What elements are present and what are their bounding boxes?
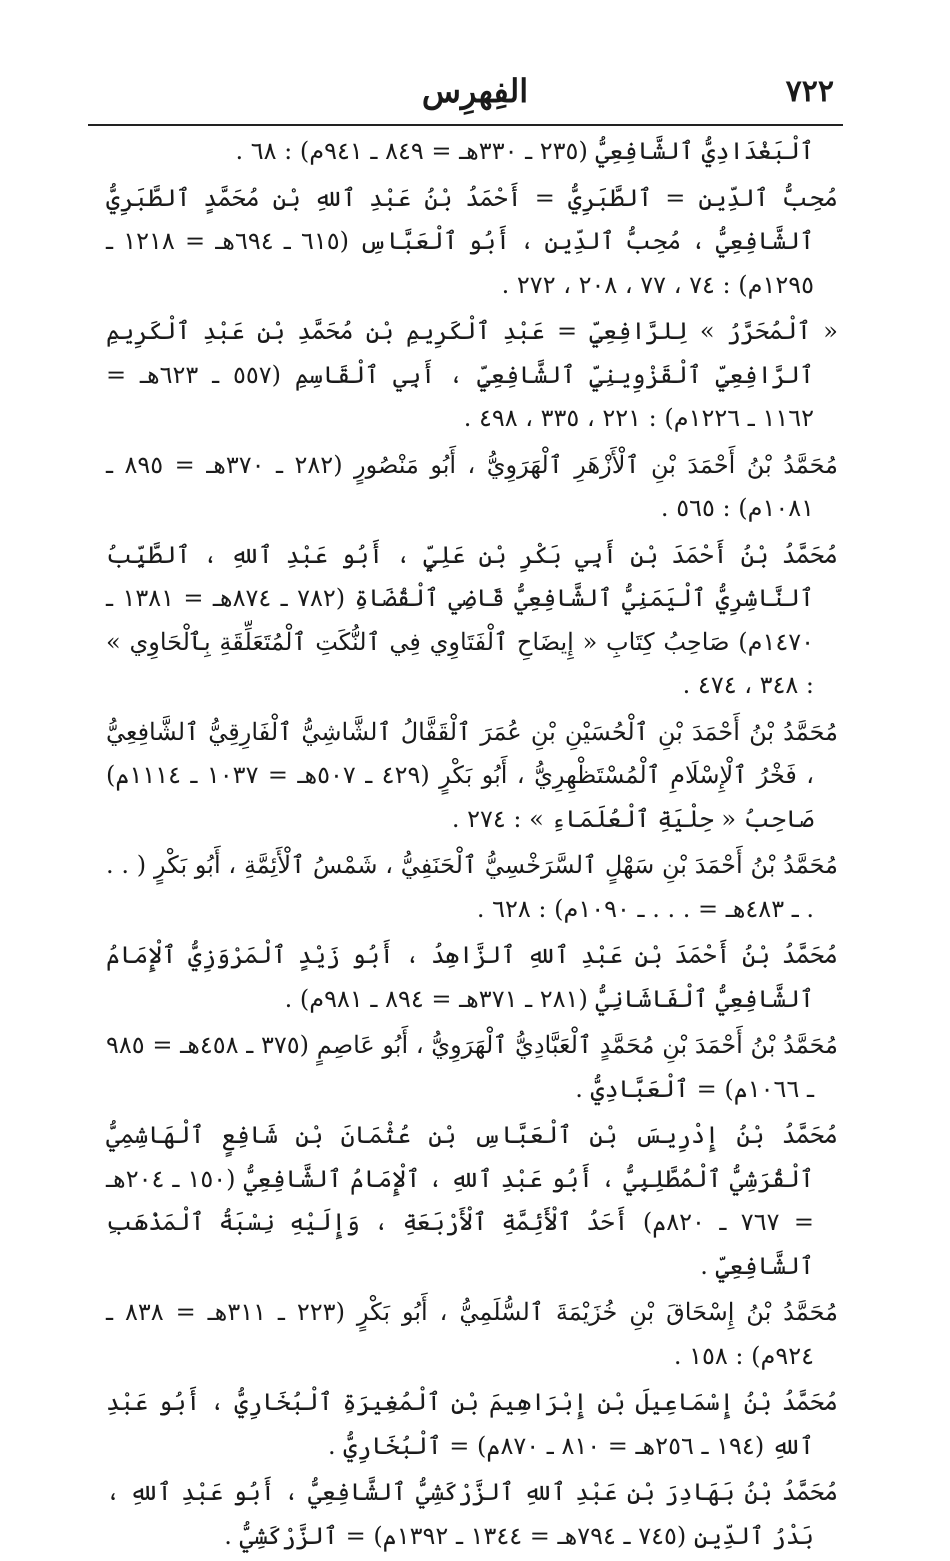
index-entry: مُحَمَّدُ بْنُ بَهَادِرَ بْنِ عَبْدِ ٱللهِ ٱلزَّرْكَشِيُّ ٱلشَّافِعِيُّ ، أَبُو عَبْدِ ٱللهِ ، بَدْرُ ٱلدِّينِ (٧٤٥ ـ ٧٩٤هـ = ١٣٤٤ ـ ١٣٩٢م) = ٱلزَّرْكَشِيُّ .	[106, 1478, 838, 1550]
index-entry: مُحَمَّدُ بْنُ أَحْمَدَ بْنِ مُحَمَّدٍ ٱلْعَبَّادِيُّ ٱلْهَرَوِيُّ ، أَبُو عَاصِمٍ (٣٧٥ ـ ٤٥٨هـ = ٩٨٥ ـ ١٠٦٦م) = ٱلْعَبَّادِيُّ .	[106, 1031, 839, 1103]
running-title: الفِهرِس	[421, 72, 529, 110]
index-entry: مُحَمَّدُ بْنُ أَحْمَدَ بْنِ ٱلْحُسَيْنِ بْنِ عُمَرَ ٱلْقَفَّالُ ٱلشَّاشِيُّ ٱلْفَارِقِيُّ ٱلشَّافِعِيُّ ، فَخْرُ ٱلْإِسْلَامِ ٱلْمُسْتَظْهِرِيُّ ، أَبُو بَكْرٍ (٤٢٩ ـ ٥٠٧هـ = ١٠٣٧ ـ ١١١٤م) صَاحِبُ « حِلْيَةِ ٱلْعُلَمَاءِ » : ٢٧٤ .	[106, 717, 838, 833]
index-entry: ٱلْبَغْدَادِيُّ ٱلشَّافِعِيُّ (٢٣٥ ـ ٣٣٠هـ = ٨٤٩ ـ ٩٤١م) : ٦٨ .	[235, 137, 814, 165]
index-entry: مُحَمَّدُ بْنُ أَحْمَدَ بْنِ ٱلْأَزْهَرِ ٱلْهَرَوِيُّ ، أَبُو مَنْصُورٍ (٢٨٢ ـ ٣٧٠هـ = ٨٩٥ ـ ١٠٨١م) : ٥٦٥ .	[106, 450, 839, 522]
index-entry: مُحَمَّدُ بْنُ أَحْمَدَ بْنِ سَهْلٍ ٱلسَّرَخْسِيُّ ٱلْحَنَفِيُّ ، شَمْسُ ٱلْأَئِمَّةِ ، أَبُو بَكْرٍ ( . . . ـ ٤٨٣هـ = . . . ـ ١٠٩٠م) : ٦٢٨ .	[106, 851, 838, 923]
index-entry: مُحِبُّ ٱلدِّينِ = ٱلطَّبَرِيُّ = أَحْمَدُ بْنُ عَبْدِ ٱللهِ بْنِ مُحَمَّدٍ ٱلطَّبَرِيُّ ٱلشَّافِعِيُّ ، مُحِبُّ ٱلدِّينِ ، أَبُو ٱلْعَبَّاسِ (٦١٥ ـ ٦٩٤هـ = ١٢١٨ ـ ١٢٩٥م) : ٧٤ ، ٧٧ ، ٢٠٨ ، ٢٧٢ .	[106, 183, 838, 299]
index-entry: مُحَمَّدُ بْنُ أَحْمَدَ بْنِ أَبِي بَكْرِ بْنِ عَلِيٍّ ، أَبُو عَبْدِ ٱللهِ ، ٱلطَّيِّبُ ٱلنَّاشِرِيُّ ٱلْيَمَنِيُّ ٱلشَّافِعِيُّ قَاضِي ٱلْقُضَاةِ (٧٨٢ ـ ٨٧٤هـ = ١٣٨١ ـ ١٤٧٠م) صَاحِبُ كِتَابِ « إِيضَاحِ ٱلْفَتَاوِي فِي ٱلنُّكَتِ ٱلْمُتَعَلِّقَةِ بِٱلْحَاوِي » : ٣٤٨ ، ٤٧٤ .	[106, 540, 838, 699]
page-number: ٧٢٢	[785, 74, 834, 109]
index-entry: مُحَمَّدُ بْنُ إِسْمَاعِيلَ بْنِ إِبْرَاهِيمَ بْنِ ٱلْمُغِيرَةِ ٱلْبُخَارِيُّ ، أَبُو عَبْدِ ٱللهِ (١٩٤ ـ ٢٥٦هـ = ٨١٠ ـ ٨٧٠م) = ٱلْبُخَارِيُّ .	[106, 1388, 838, 1460]
index-entry: مُحَمَّدُ بْنُ إِدْرِيسَ بْنِ ٱلْعَبَّاسِ بْنِ عُثْمَانَ بْنِ شَافِعٍ ٱلْهَاشِمِيُّ ٱلْقُرَشِيُّ ٱلْمُطَّلِبِيُّ ، أَبُو عَبْدِ ٱللهِ ، ٱلْإِمَامُ ٱلشَّافِعِيُّ (١٥٠ ـ ٢٠٤هـ = ٧٦٧ ـ ٨٢٠م) أَحَدُ ٱلْأَئِمَّةِ ٱلْأَرْبَعَةِ ، وَإِلَيْهِ نِسْبَةُ ٱلْمَذْهَبِ ٱلشَّافِعِيِّ .	[106, 1121, 838, 1280]
index-entries	[106, 130, 838, 1561]
index-entry: مُحَمَّدُ بْنُ أَحْمَدَ بْنِ عَبْدِ ٱللهِ ٱلزَّاهِدُ ، أَبُو زَيْدٍ ٱلْمَرْوَزِيُّ ٱلْإِمَامُ ٱلشَّافِعِيُّ ٱلْفَاشَانِيُّ (٢٨١ ـ ٣٧١هـ = ٨٩٤ ـ ٩٨١م) .	[106, 941, 838, 1013]
index-entry: مُحَمَّدُ بْنُ إِسْحَاقَ بْنِ خُزَيْمَةَ ٱلسُّلَمِيُّ ، أَبُو بَكْرٍ (٢٢٣ ـ ٣١١هـ = ٨٣٨ ـ ٩٢٤م) : ١٥٨ .	[106, 1298, 838, 1370]
index-entry: « ٱلْمُحَرَّرُ » لِلرَّافِعِيِّ = عَبْدِ ٱلْكَرِيمِ بْنِ مُحَمَّدِ بْنِ عَبْدِ ٱلْكَرِيمِ ٱلرَّافِعِيِّ ٱلْقَزْوِينِيِّ ٱلشَّافِعِيِّ ، أَبِي ٱلْقَاسِمِ (٥٥٧ ـ ٦٢٣هـ = ١١٦٢ ـ ١٢٢٦م) : ٢٢١ ، ٣٣٥ ، ٤٩٨ .	[106, 317, 838, 432]
header-rule	[88, 124, 843, 126]
